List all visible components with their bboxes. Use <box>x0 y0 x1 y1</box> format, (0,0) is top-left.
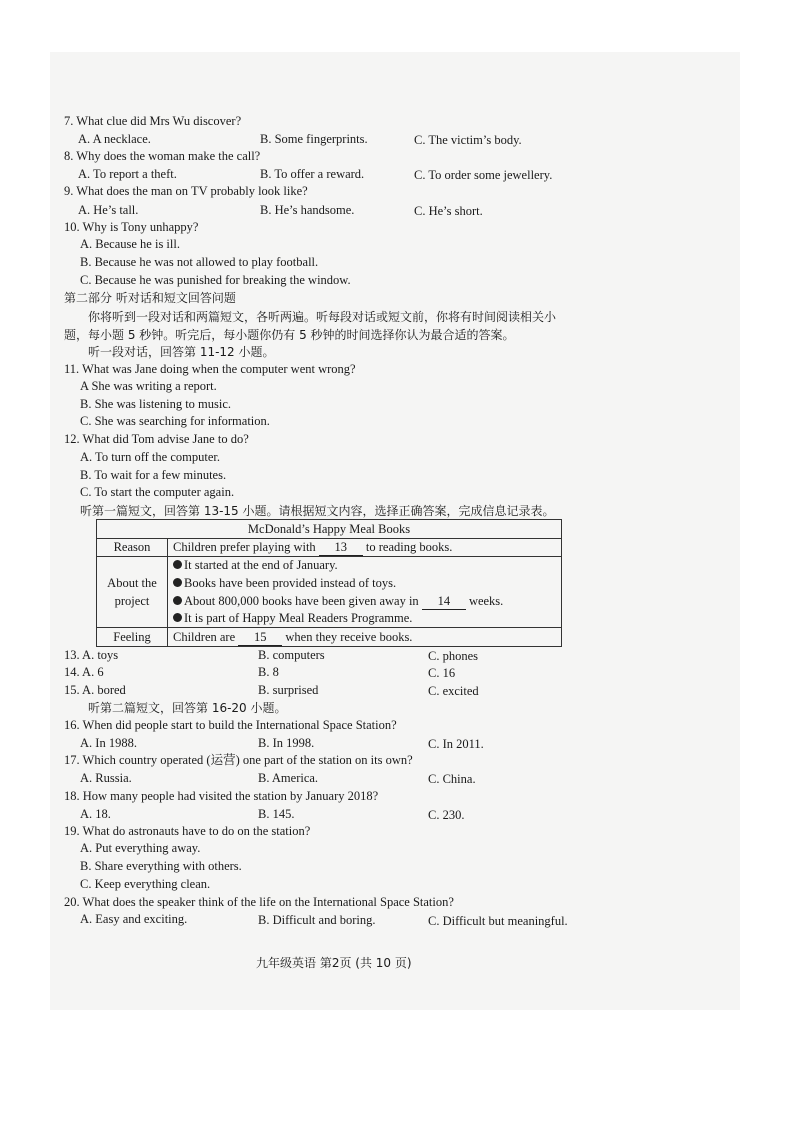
option-16b: B. In 1998. <box>258 736 315 750</box>
question-16: 16. When did people start to build the International Space Station? <box>64 718 397 732</box>
table-title: McDonald’s Happy Meal Books <box>247 522 411 536</box>
option-17a: A. Russia. <box>80 771 132 785</box>
option-13c: C. phones <box>428 649 478 663</box>
question-17: 17. Which country operated (运营) one part of the station on its own? <box>64 753 413 767</box>
option-10a: A. Because he is ill. <box>80 237 180 251</box>
option-9a: A. He’s tall. <box>78 203 139 217</box>
option-20c: C. Difficult but meaningful. <box>428 914 568 928</box>
option-9c: C. He’s short. <box>414 204 483 218</box>
question-10: 10. Why is Tony unhappy? <box>64 220 199 234</box>
question-19: 19. What do astronauts have to do on the station? <box>64 824 311 838</box>
bullet-dot-icon <box>173 560 182 569</box>
option-12b: B. To wait for a few minutes. <box>80 468 227 482</box>
option-13a: 13. A. toys <box>64 648 119 662</box>
option-16c: C. In 2011. <box>428 737 484 751</box>
page-footer: 九年级英语 第2页 (共 10 页) <box>256 956 412 970</box>
bullet-dot-icon <box>173 578 182 587</box>
question-7: 7. What clue did Mrs Wu discover? <box>64 114 242 128</box>
option-20a: A. Easy and exciting. <box>80 912 188 926</box>
option-19b: B. Share everything with others. <box>80 859 242 873</box>
passage1-intro: 听第一篇短文，回答第 13-15 小题。请根据短文内容，选择正确答案，完成信息记录表。 <box>80 504 555 518</box>
option-11b: B. She was listening to music. <box>80 397 232 411</box>
table-label-about-1: About the <box>107 576 157 590</box>
blank-15: 15 <box>238 629 282 646</box>
bullet-item-2: Books have been provided instead of toys. <box>173 575 396 591</box>
option-19c: C. Keep everything clean. <box>80 877 211 891</box>
option-10b: B. Because he was not allowed to play football. <box>80 255 319 269</box>
question-11: 11. What was Jane doing when the computer went wrong? <box>64 362 356 376</box>
option-8a: A. To report a theft. <box>78 167 177 181</box>
option-14b: B. 8 <box>258 665 279 679</box>
option-11c: C. She was searching for information. <box>80 414 270 428</box>
section-heading-part2: 第二部分 听对话和短文回答问题 <box>64 291 236 305</box>
option-7a: A. A necklace. <box>78 132 151 146</box>
table-feeling-row: Children are 15 when they receive books. <box>173 630 413 644</box>
option-18b: B. 145. <box>258 807 295 821</box>
bullet-item-1: It started at the end of January. <box>173 557 338 573</box>
option-7c: C. The victim’s body. <box>414 133 522 147</box>
option-7b: B. Some fingerprints. <box>260 132 368 146</box>
bullet-item-3: About 800,000 books have been given away in 14 weeks. <box>173 593 503 610</box>
option-9b: B. He’s handsome. <box>260 203 355 217</box>
question-9: 9. What does the man on TV probably look like? <box>64 184 308 198</box>
question-20: 20. What does the speaker think of the life on the International Space Station? <box>64 895 454 909</box>
option-20b: B. Difficult and boring. <box>258 913 376 927</box>
question-12: 12. What did Tom advise Jane to do? <box>64 432 249 446</box>
option-16a: A. In 1988. <box>80 736 137 750</box>
option-14c: C. 16 <box>428 666 456 680</box>
blank-13: 13 <box>319 539 363 556</box>
option-14a: 14. A. 6 <box>64 665 104 679</box>
blank-14: 14 <box>422 593 466 610</box>
bullet-dot-icon <box>173 613 182 622</box>
option-15b: B. surprised <box>258 683 319 697</box>
dialogue-intro: 听一段对话，回答第 11-12 小题。 <box>88 345 275 359</box>
option-15c: C. excited <box>428 684 479 698</box>
option-17c: C. China. <box>428 772 476 786</box>
instruction-line-2: 题，每小题 5 秒钟。听完后，每小题你仍有 5 秒钟的时间选择你认为最合适的答案。 <box>64 328 515 342</box>
table-label-feeling: Feeling <box>113 630 151 644</box>
option-12a: A. To turn off the computer. <box>80 450 220 464</box>
option-18a: A. 18. <box>80 807 111 821</box>
option-10c: C. Because he was punished for breaking the window. <box>80 273 351 287</box>
bullet-dot-icon <box>173 596 182 605</box>
option-12c: C. To start the computer again. <box>80 485 235 499</box>
table-label-about-2: project <box>114 594 150 608</box>
option-19a: A. Put everything away. <box>80 841 201 855</box>
question-18: 18. How many people had visited the station by January 2018? <box>64 789 379 803</box>
option-15a: 15. A. bored <box>64 683 126 697</box>
reason-text-after: to reading books. <box>365 540 453 554</box>
info-record-table <box>96 519 562 647</box>
option-17b: B. America. <box>258 771 319 785</box>
bullet-item-4: It is part of Happy Meal Readers Programme. <box>173 610 412 626</box>
table-label-reason: Reason <box>113 540 151 554</box>
question-8: 8. Why does the woman make the call? <box>64 149 261 163</box>
instruction-line-1: 你将听到一段对话和两篇短文，各听两遍。听每段对话或短文前，你将有时间阅读相关小 <box>88 310 557 324</box>
passage2-intro: 听第二篇短文，回答第 16-20 小题。 <box>88 701 287 715</box>
option-13b: B. computers <box>258 648 325 662</box>
table-reason-row <box>173 539 452 556</box>
option-8c: C. To order some jewellery. <box>414 168 553 182</box>
option-18c: C. 230. <box>428 808 465 822</box>
reason-text-before: Children prefer playing with <box>173 540 316 554</box>
option-11a: A She was writing a report. <box>80 379 217 393</box>
option-8b: B. To offer a reward. <box>260 167 365 181</box>
